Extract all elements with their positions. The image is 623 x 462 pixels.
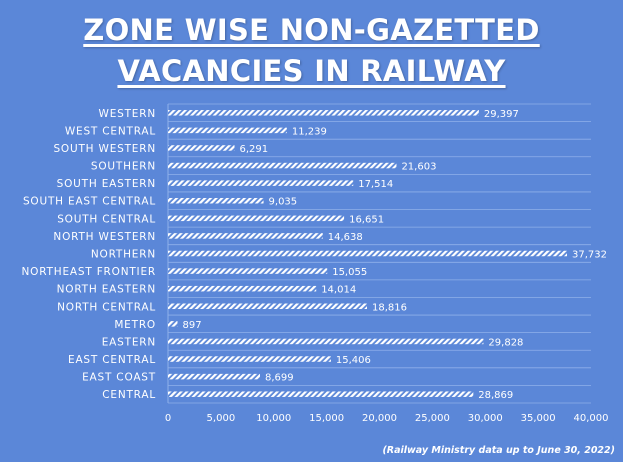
bar (168, 391, 473, 397)
value-label: 37,732 (572, 249, 608, 261)
value-label: 21,603 (401, 161, 437, 173)
category-label: SOUTH EAST CENTRAL (22, 195, 156, 208)
value-label: 29,397 (483, 108, 519, 120)
value-label: 14,638 (327, 231, 363, 243)
category-label: METRO (114, 318, 156, 331)
value-label: 28,869 (478, 390, 514, 402)
category-label: NORTHEAST FRONTIER (21, 266, 156, 279)
value-label: 897 (182, 319, 202, 331)
category-label: WEST CENTRAL (64, 125, 156, 138)
x-tick-label: 25,000 (414, 413, 450, 424)
category-label: NORTH EASTERN (56, 283, 156, 296)
x-tick-label: 0 (164, 413, 172, 424)
category-labels (22, 108, 157, 401)
category-label: SOUTH EASTERN (56, 178, 156, 191)
bar (168, 180, 353, 186)
bar (168, 304, 367, 310)
category-label: SOUTHERN (90, 160, 156, 173)
value-label: 16,651 (349, 214, 385, 226)
x-tick-label: 5,000 (206, 413, 236, 424)
value-label: 14,014 (321, 284, 357, 296)
chart-title-line-1: ZONE WISE NON-GAZETTED (83, 13, 540, 47)
bar (168, 356, 331, 362)
x-tick-label: 10,000 (256, 413, 292, 424)
bar (168, 374, 260, 380)
bar (168, 145, 235, 151)
bar (168, 233, 323, 239)
source-note: (Railway Ministry data up to June 30, 2022) (382, 445, 615, 456)
chart-title-line-2: VACANCIES IN RAILWAY (117, 54, 506, 88)
bar (168, 110, 479, 116)
x-tick-label: 15,000 (309, 413, 345, 424)
value-label: 8,699 (264, 372, 294, 384)
category-label: EASTERN (101, 336, 156, 349)
category-label: NORTHERN (90, 248, 156, 261)
bar (168, 198, 264, 204)
bar (168, 216, 344, 222)
bar (168, 251, 567, 257)
bar (168, 163, 396, 169)
x-tick-label: 40,000 (573, 413, 609, 424)
category-label: NORTH CENTRAL (57, 301, 156, 314)
category-label: EAST COAST (82, 371, 156, 384)
value-label: 9,035 (268, 196, 298, 208)
bars (168, 110, 567, 397)
value-label: 15,055 (332, 267, 368, 279)
value-label: 17,514 (358, 179, 394, 191)
category-label: SOUTH CENTRAL (57, 213, 156, 226)
bar (168, 286, 316, 292)
bar (168, 128, 287, 134)
bar (168, 339, 483, 345)
bar (168, 268, 327, 274)
category-label: EAST CENTRAL (68, 354, 156, 367)
x-axis-tick-labels (165, 413, 609, 424)
value-label: 6,291 (239, 143, 269, 155)
x-tick-label: 20,000 (362, 413, 397, 424)
category-label: SOUTH WESTERN (53, 142, 156, 155)
value-label: 18,816 (371, 302, 407, 314)
x-tick-label: 35,000 (520, 413, 556, 424)
x-tick-label: 30,000 (467, 413, 503, 424)
bar (168, 321, 177, 327)
value-label: 11,239 (291, 126, 327, 138)
category-label: WESTERN (98, 107, 156, 120)
value-label: 15,406 (335, 355, 371, 367)
value-label: 29,828 (488, 337, 524, 349)
category-label: CENTRAL (102, 389, 156, 402)
category-label: NORTH WESTERN (53, 230, 156, 243)
